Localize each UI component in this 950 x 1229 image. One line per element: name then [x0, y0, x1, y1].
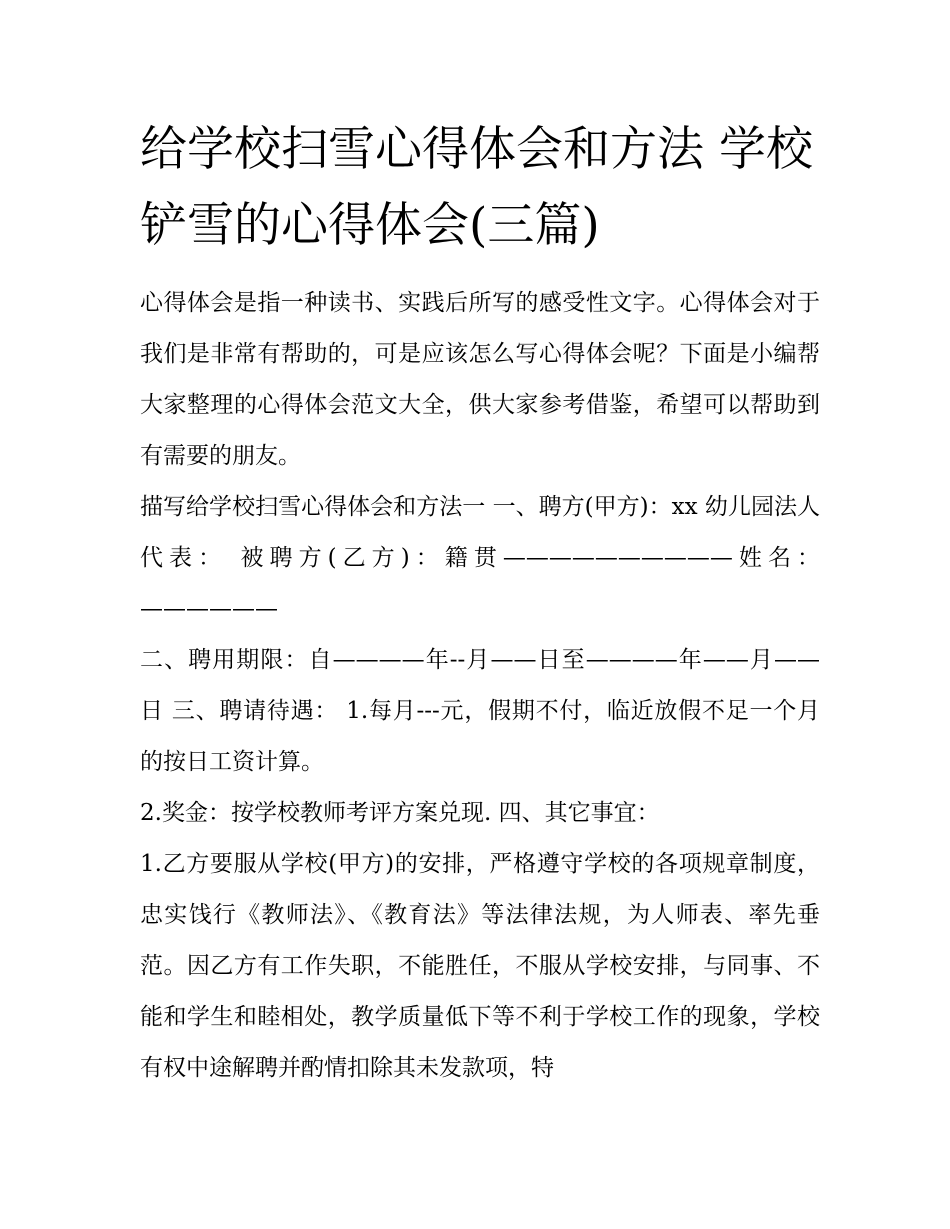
obligations-paragraph: 1.乙方要服从学校(甲方)的安排，严格遵守学校的各项规章制度，忠实饯行《教师法》、《教育法》等法律法规，为人师表、率先垂范。因乙方有工作失职，不能胜任，不服从学校安排，与同事、不能和学生和睦相处，教学质量低下等不利于学校工作的现象，学校有权中途解聘并酌情扣除其未发款项，特 — [140, 851, 820, 1081]
contract-term-paragraph: 二、聘用期限：自————年--月——日至————年——月——日 三、聘请待遇： 1.每月---元，假期不付，临近放假不足一个月的按日工资计算。 — [140, 647, 820, 775]
intro-paragraph: 心得体会是指一种读书、实践后所写的感受性文字。心得体会对于我们是非常有帮助的，可是应该怎么写心得体会呢？下面是小编帮大家整理的心得体会范文大全，供大家参考借鉴，希望可以帮助到有需要的朋友。 — [140, 290, 820, 469]
document-title: 给学校扫雪心得体会和方法 学校铲雪的心得体会(三篇) — [140, 122, 813, 253]
document-body — [140, 278, 820, 1094]
bonus-paragraph: 2.奖金：按学校教师考评方案兑现. 四、其它事宜： — [140, 800, 660, 826]
contract-parties-paragraph: 描写给学校扫雪心得体会和方法一 一、聘方(甲方)：xx 幼儿园法人代表： 被聘方(乙方)：籍贯——————————姓名：—————— — [140, 494, 820, 622]
